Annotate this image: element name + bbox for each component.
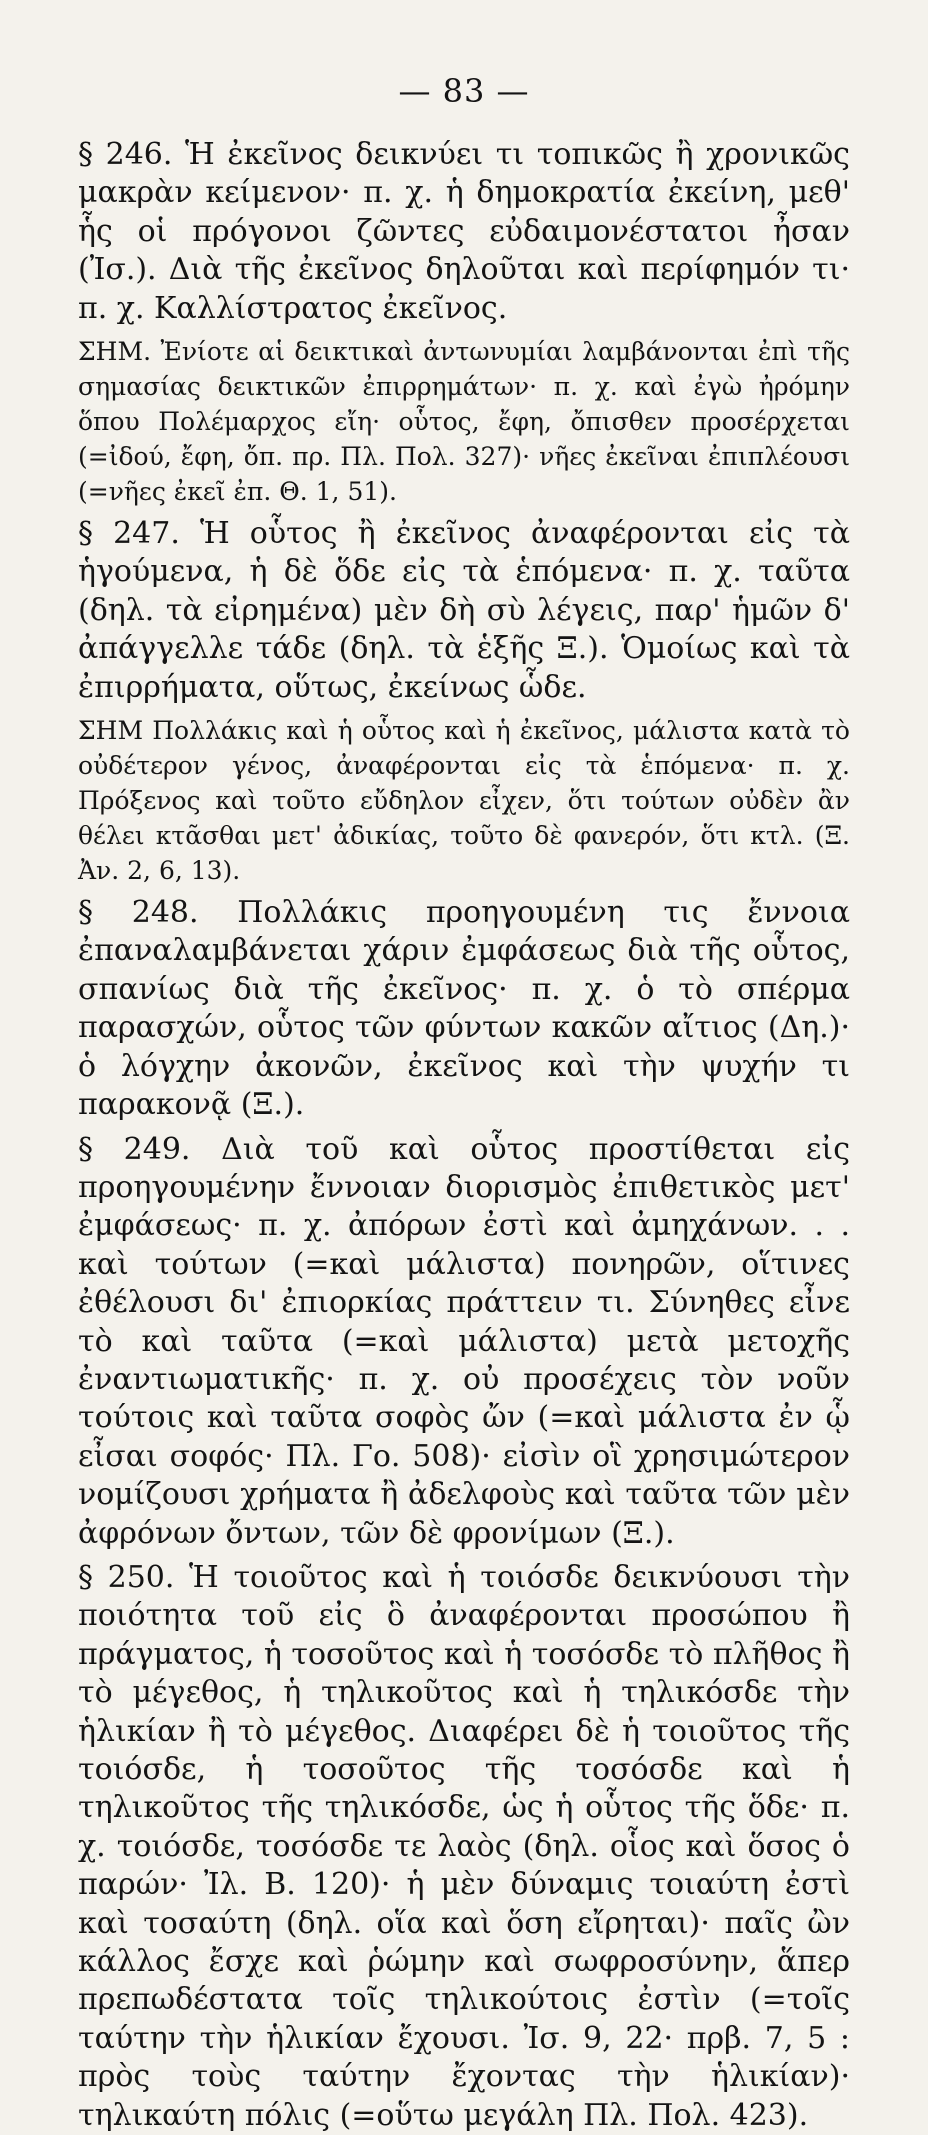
page-number: — 83 — [398, 72, 530, 110]
section-246: § 246. Ἡ ἐκεῖνος δεικνύει τι τοπικῶς ἢ χρονικῶς μακρὰν κείμενον· π. χ. ἡ δημοκρατία ἐκείνη, μεθ' ἧς οἱ πρόγονοι ζῶντες εὐδαιμονέστατοι ἦσαν (Ἰσ.). Διὰ τῆς ἐκεῖνος δηλοῦται καὶ περίφημόν τι· π. χ. Καλλίστρατος ἐκεῖνος. [78, 137, 850, 326]
section-249: § 249. Διὰ τοῦ καὶ οὗτος προστίθεται εἰς προηγουμένην ἔννοιαν διορισμὸς ἐπιθετικὸς μετ' ἐμφάσεως· π. χ. ἀπόρων ἐστὶ καὶ ἀμηχάνων. . . καὶ τούτων (=καὶ μάλιστα) πονηρῶν, οἵτινες ἐθέλουσι δι' ἐπιορκίας πράττειν τι. Σύνηθες εἶνε τὸ καὶ ταῦτα (=καὶ μάλιστα) μετὰ μετοχῆς ἐναντιωματικῆς· π. χ. οὐ προσέχεις τὸν νοῦν τούτοις καὶ ταῦτα σοφὸς ὤν (=καὶ μάλιστα ἐν ᾧ εἶσαι σοφός· Πλ. Γο. 508)· εἰσὶν οἳ χρησιμώτερον νομίζουσι χρήματα ἢ ἀδελφοὺς καὶ ταῦτα τῶν μὲν ἀφρόνων ὄντων, τῶν δὲ φρονίμων (Ξ.). [78, 1131, 850, 1551]
note-246: ΣΗΜ. Ἐνίοτε αἱ δεικτικαὶ ἀντωνυμίαι λαμβάνονται ἐπὶ τῆς σημασίας δεικτικῶν ἐπιρρημάτων· π. χ. καὶ ἐγὼ ἠρόμην ὅπου Πολέμαρχος εἴη· οὗτος, ἔφη, ὄπισθεν προσέρχεται (=ἰδού, ἔφη, ὄπ. πρ. Πλ. Πολ. 327)· νῆες ἐκεῖναι ἐπιπλέουσι (=νῆες ἐκεῖ ἐπ. Θ. 1, 51). [78, 337, 850, 507]
section-248: § 248. Πολλάκις προηγουμένη τις ἔννοια ἐπαναλαμβάνεται χάριν ἐμφάσεως διὰ τῆς οὗτος, σπανίως διὰ τῆς ἐκεῖνος· π. χ. ὁ τὸ σπέρμα παρασχών, οὗτος τῶν φύντων κακῶν αἴτιος (Δη.)· ὁ λόγχην ἀκονῶν, ἐκεῖνος καὶ τὴν ψυχήν τι παρακονᾷ (Ξ.). [78, 895, 850, 1123]
section-250: § 250. Ἡ τοιοῦτος καὶ ἡ τοιόσδε δεικνύουσι τὴν ποιότητα τοῦ εἰς ὃ ἀναφέρονται προσώπου ἢ πράγματος, ἡ τοσοῦτος καὶ ἡ τοσόσδε τὸ πλῆθος ἢ τὸ μέγεθος, ἡ τηλικοῦτος καὶ ἡ τηλικόσδε τὴν ἡλικίαν ἢ τὸ μέγεθος. Διαφέρει δὲ ἡ τοιοῦτος τῆς τοιόσδε, ἡ τοσοῦτος τῆς τοσόσδε καὶ ἡ τηλικοῦτος τῆς τηλικόσδε, ὡς ἡ οὗτος τῆς ὅδε· π. χ. τοιόσδε, τοσόσδε τε λαὸς (δηλ. οἷος καὶ ὅσος ὁ παρών· Ἰλ. Β. 120)· ἡ μὲν δύναμις τοιαύτη ἐστὶ καὶ τοσαύτη (δηλ. οἵα καὶ ὅση εἴρηται)· παῖς ὢν κάλλος ἔσχε καὶ ῥώμην καὶ σωφροσύνην, ἅπερ πρεπωδέστατα τοῖς τηλικούτοις ἐστὶν (=τοῖς ταύτην τὴν ἡλικίαν ἔχουσι. Ἰσ. 9, 22· πρβ. 7, 5 : πρὸς τοὺς ταύτην ἔχοντας τὴν ἡλικίαν)· τηλικαύτη πόλις (=οὕτω μεγάλη Πλ. Πολ. 423). [78, 1559, 850, 2133]
section-247: § 247. Ἡ οὗτος ἢ ἐκεῖνος ἀναφέρονται εἰς τὰ ἡγούμενα, ἡ δὲ ὅδε εἰς τὰ ἑπόμενα· π. χ. ταῦτα (δηλ. τὰ εἰρημένα) μὲν δὴ σὺ λέγεις, παρ' ἡμῶν δ' ἀπάγγελλε τάδε (δηλ. τὰ ἑξῆς Ξ.). Ὁμοίως καὶ τὰ ἐπιρρήματα, οὕτως, ἐκείνως ὧδε. [78, 516, 850, 705]
note-247: ΣΗΜ Πολλάκις καὶ ἡ οὗτος καὶ ἡ ἐκεῖνος, μάλιστα κατὰ τὸ οὐδέτερον γένος, ἀναφέρονται εἰς τὰ ἑπόμενα· π. χ. Πρόξενος καὶ τοῦτο εὔδηλον εἶχεν, ὅτι τούτων οὐδὲν ἂν θέλει κτᾶσθαι μετ' ἀδικίας, τοῦτο δὲ φανερόν, ὅτι κτλ. (Ξ. Ἀν. 2, 6, 13). [78, 716, 850, 886]
